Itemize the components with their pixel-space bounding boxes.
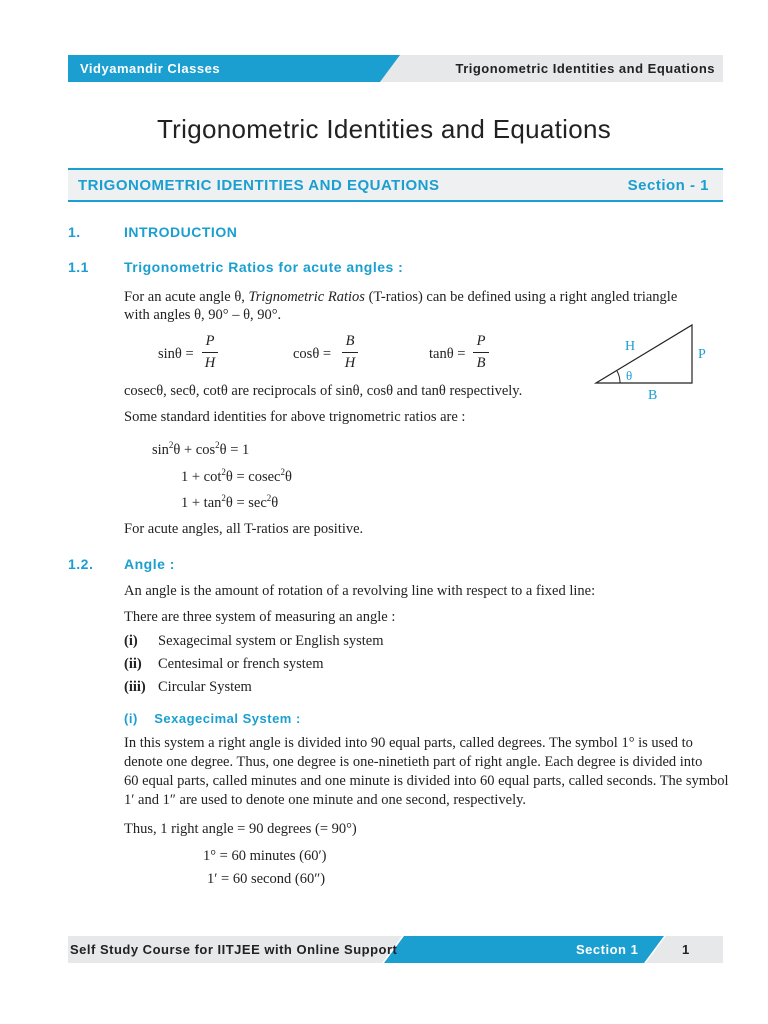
- angle-systems-intro: There are three system of measuring an angle :: [124, 609, 396, 625]
- identity-2: $1 + \cot^2\theta = cosec^2\theta$: [181, 467, 292, 485]
- footer-course-text: Self Study Course for IITJEE with Online Support: [70, 942, 398, 957]
- angle-definition: An angle is the amount of rotation of a revolving line with respect to a fixed line:: [124, 583, 596, 599]
- footer-page-number: 1: [682, 942, 690, 957]
- sexagecimal-line-4: 1′ and 1″ are used to denote one minute and one second, respectively.: [124, 792, 527, 808]
- system-item-1-text: Sexagecimal system or English system: [158, 633, 384, 649]
- triangle-label-p: P: [698, 347, 706, 362]
- system-item-2-text: Centesimal or french system: [158, 656, 324, 672]
- positive-text: For acute angles, all T-ratios are positive.: [124, 521, 364, 537]
- section-bar: [68, 168, 723, 202]
- header-right-text: Trigonometric Identities and Equations: [455, 61, 715, 76]
- right-triangle-diagram: [590, 320, 720, 405]
- minute-equation: 1′ = 60 second (60″): [207, 871, 326, 887]
- sin-fraction-line: [202, 352, 218, 353]
- reciprocal-text: cosecθ, secθ, cotθ are reciprocals of sinθ, cosθ and tanθ respectively.: [124, 383, 523, 399]
- tan-denominator: B: [476, 355, 486, 371]
- identity-3: $1 + \tan^2\theta = \sec^2\theta$: [181, 493, 279, 511]
- system-item-2-label: (ii): [124, 656, 142, 672]
- header-left-band: [68, 55, 400, 82]
- cos-label: cosθ =: [293, 346, 332, 362]
- system-item-3-label: (iii): [124, 679, 146, 695]
- degree-equation: 1° = 60 minutes (60′): [203, 848, 327, 864]
- tan-label: tanθ =: [429, 346, 466, 362]
- sexagecimal-line-1: In this system a right angle is divided into 90 equal parts, called degrees. The symbol 1° is used to: [124, 735, 693, 751]
- sin-numerator: P: [205, 333, 215, 349]
- identities-intro: Some standard identities for above trignometric ratios are :: [124, 409, 466, 425]
- section-1-2-number: 1.2.: [68, 556, 94, 572]
- section-1-title: INTRODUCTION: [124, 224, 238, 240]
- triangle-label-h: H: [625, 339, 636, 354]
- footer-band: [68, 936, 723, 963]
- sexagecimal-line-2: denote one degree. Thus, one degree is one-ninetieth part of right angle. Each degree is divided into: [124, 754, 703, 770]
- system-item-1-label: (i): [124, 633, 138, 649]
- sin-denominator: H: [204, 355, 216, 371]
- cos-fraction-line: [342, 352, 358, 353]
- section-bar-number: Section - 1: [627, 177, 709, 194]
- section-bar-title: TRIGONOMETRIC IDENTITIES AND EQUATIONS: [78, 177, 440, 194]
- triangle-label-theta: θ: [626, 368, 633, 383]
- right-angle-equation: Thus, 1 right angle = 90 degrees (= 90°): [124, 821, 357, 837]
- system-item-3-text: Circular System: [158, 679, 252, 695]
- header-left-text: Vidyamandir Classes: [80, 61, 221, 76]
- section-1-2-title: Angle :: [124, 556, 175, 572]
- sexagecimal-line-3: 60 equal parts, called minutes and one minute is divided into 60 equal parts, called seconds. The symbol: [124, 773, 729, 789]
- triangle-label-b: B: [648, 388, 658, 403]
- page-title: Trigonometric Identities and Equations: [156, 114, 612, 144]
- tan-fraction-line: [473, 352, 489, 353]
- sexagecimal-heading: (i) Sexagecimal System :: [124, 711, 301, 726]
- section-1-1-number: 1.1: [68, 259, 89, 275]
- section-1-1-title: Trigonometric Ratios for acute angles :: [124, 259, 404, 275]
- identity-1: $\sin^2\theta + \cos^2\theta = 1$: [152, 440, 250, 458]
- intro-line-2: with angles θ, 90° – θ, 90°.: [124, 307, 282, 323]
- header-right-band: [380, 55, 723, 82]
- section-1-number: 1.: [68, 224, 81, 240]
- tan-numerator: P: [476, 333, 486, 349]
- cos-numerator: B: [345, 333, 355, 349]
- footer-section-text: Section 1: [576, 942, 639, 957]
- cos-denominator: H: [344, 355, 356, 371]
- intro-line-1: For an acute angle θ, Trignometric Ratios (T-ratios) can be defined using a right angled triangle: [124, 289, 678, 305]
- sin-label: sinθ =: [158, 346, 194, 362]
